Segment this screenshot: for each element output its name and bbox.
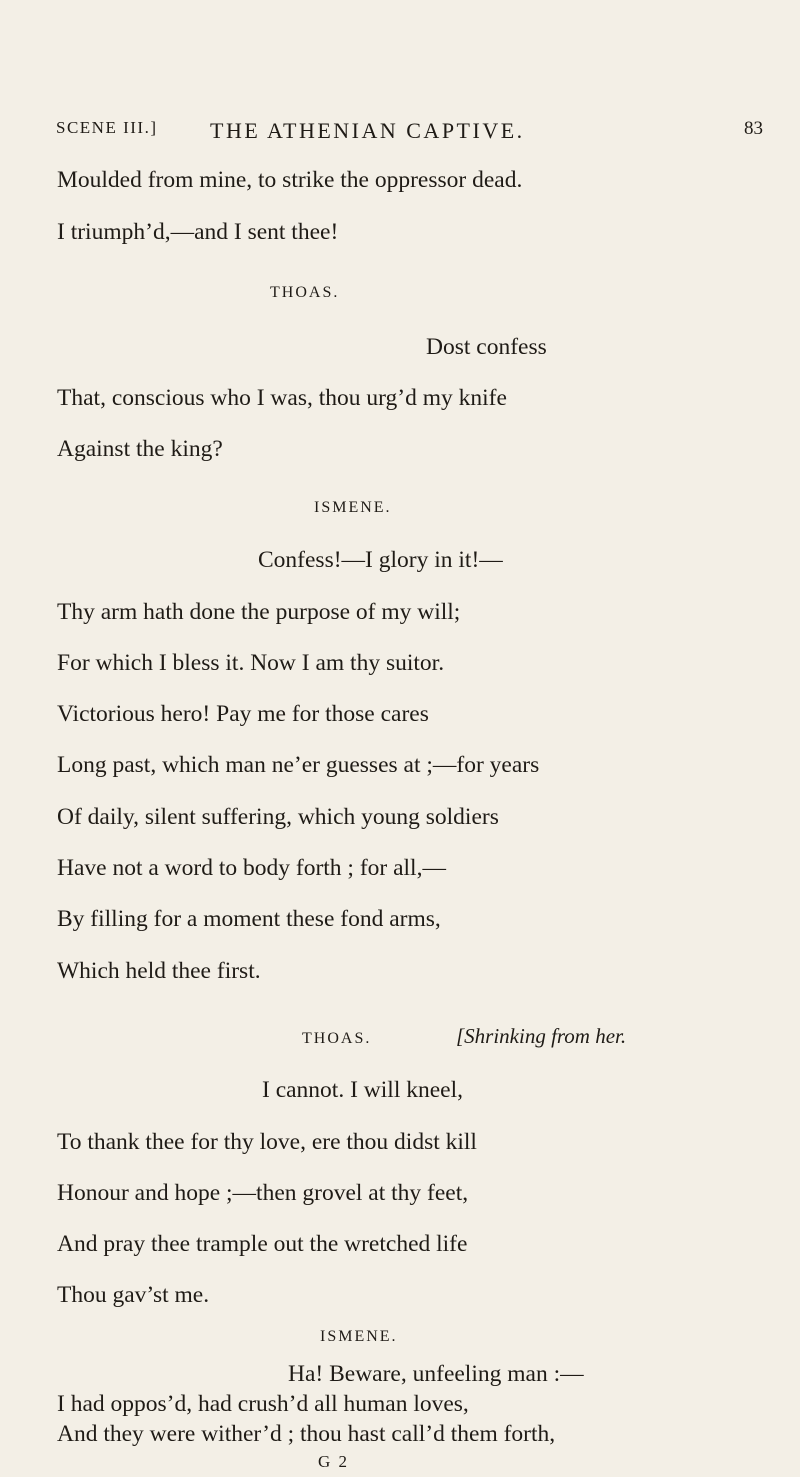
verse-line: Which held thee first. [57, 958, 261, 984]
verse-line: And they were wither’d ; thou hast call’d them forth, [57, 1421, 556, 1447]
verse-line: I had oppos’d, had crush’d all human loves, [57, 1391, 469, 1417]
signature-mark: G 2 [318, 1452, 350, 1471]
speaker-ismene: ISMENE. [314, 499, 392, 516]
verse-line: Dost confess [426, 334, 547, 360]
verse-line: That, conscious who I was, thou urg’d my knife [57, 385, 507, 411]
verse-line: I triumph’d,—and I sent thee! [57, 219, 339, 245]
verse-line: Have not a word to body forth ; for all,— [57, 855, 446, 881]
verse-line: Moulded from mine, to strike the oppressor dead. [57, 167, 523, 193]
running-header-scene: SCENE III.] [56, 118, 158, 137]
verse-line: Confess!—I glory in it!— [258, 547, 503, 573]
verse-line: By filling for a moment these fond arms, [57, 906, 441, 932]
stage-direction: [Shrinking from her. [456, 1024, 627, 1048]
verse-line: Of daily, silent suffering, which young soldiers [57, 804, 499, 830]
running-header-title: THE ATHENIAN CAPTIVE. [210, 118, 525, 143]
verse-line: And pray thee trample out the wretched life [57, 1231, 468, 1257]
verse-line: I cannot. I will kneel, [262, 1077, 463, 1103]
verse-line: Against the king? [57, 436, 223, 462]
verse-line: Thou gav’st me. [57, 1282, 210, 1308]
verse-line: Thy arm hath done the purpose of my will; [57, 599, 461, 625]
speaker-thoas: THOAS. [270, 284, 340, 301]
verse-line: For which I bless it. Now I am thy suitor. [57, 650, 445, 676]
speaker-ismene: ISMENE. [320, 1328, 398, 1345]
verse-line: To thank thee for thy love, ere thou didst kill [57, 1129, 477, 1155]
verse-line: Honour and hope ;—then grovel at thy feet, [57, 1180, 469, 1206]
verse-line: Long past, which man ne’er guesses at ;—for years [57, 752, 540, 778]
speaker-thoas: THOAS. [302, 1030, 372, 1047]
verse-line: Ha! Beware, unfeeling man :— [288, 1361, 584, 1387]
verse-line: Victorious hero! Pay me for those cares [57, 701, 429, 727]
page-number: 83 [744, 118, 763, 139]
